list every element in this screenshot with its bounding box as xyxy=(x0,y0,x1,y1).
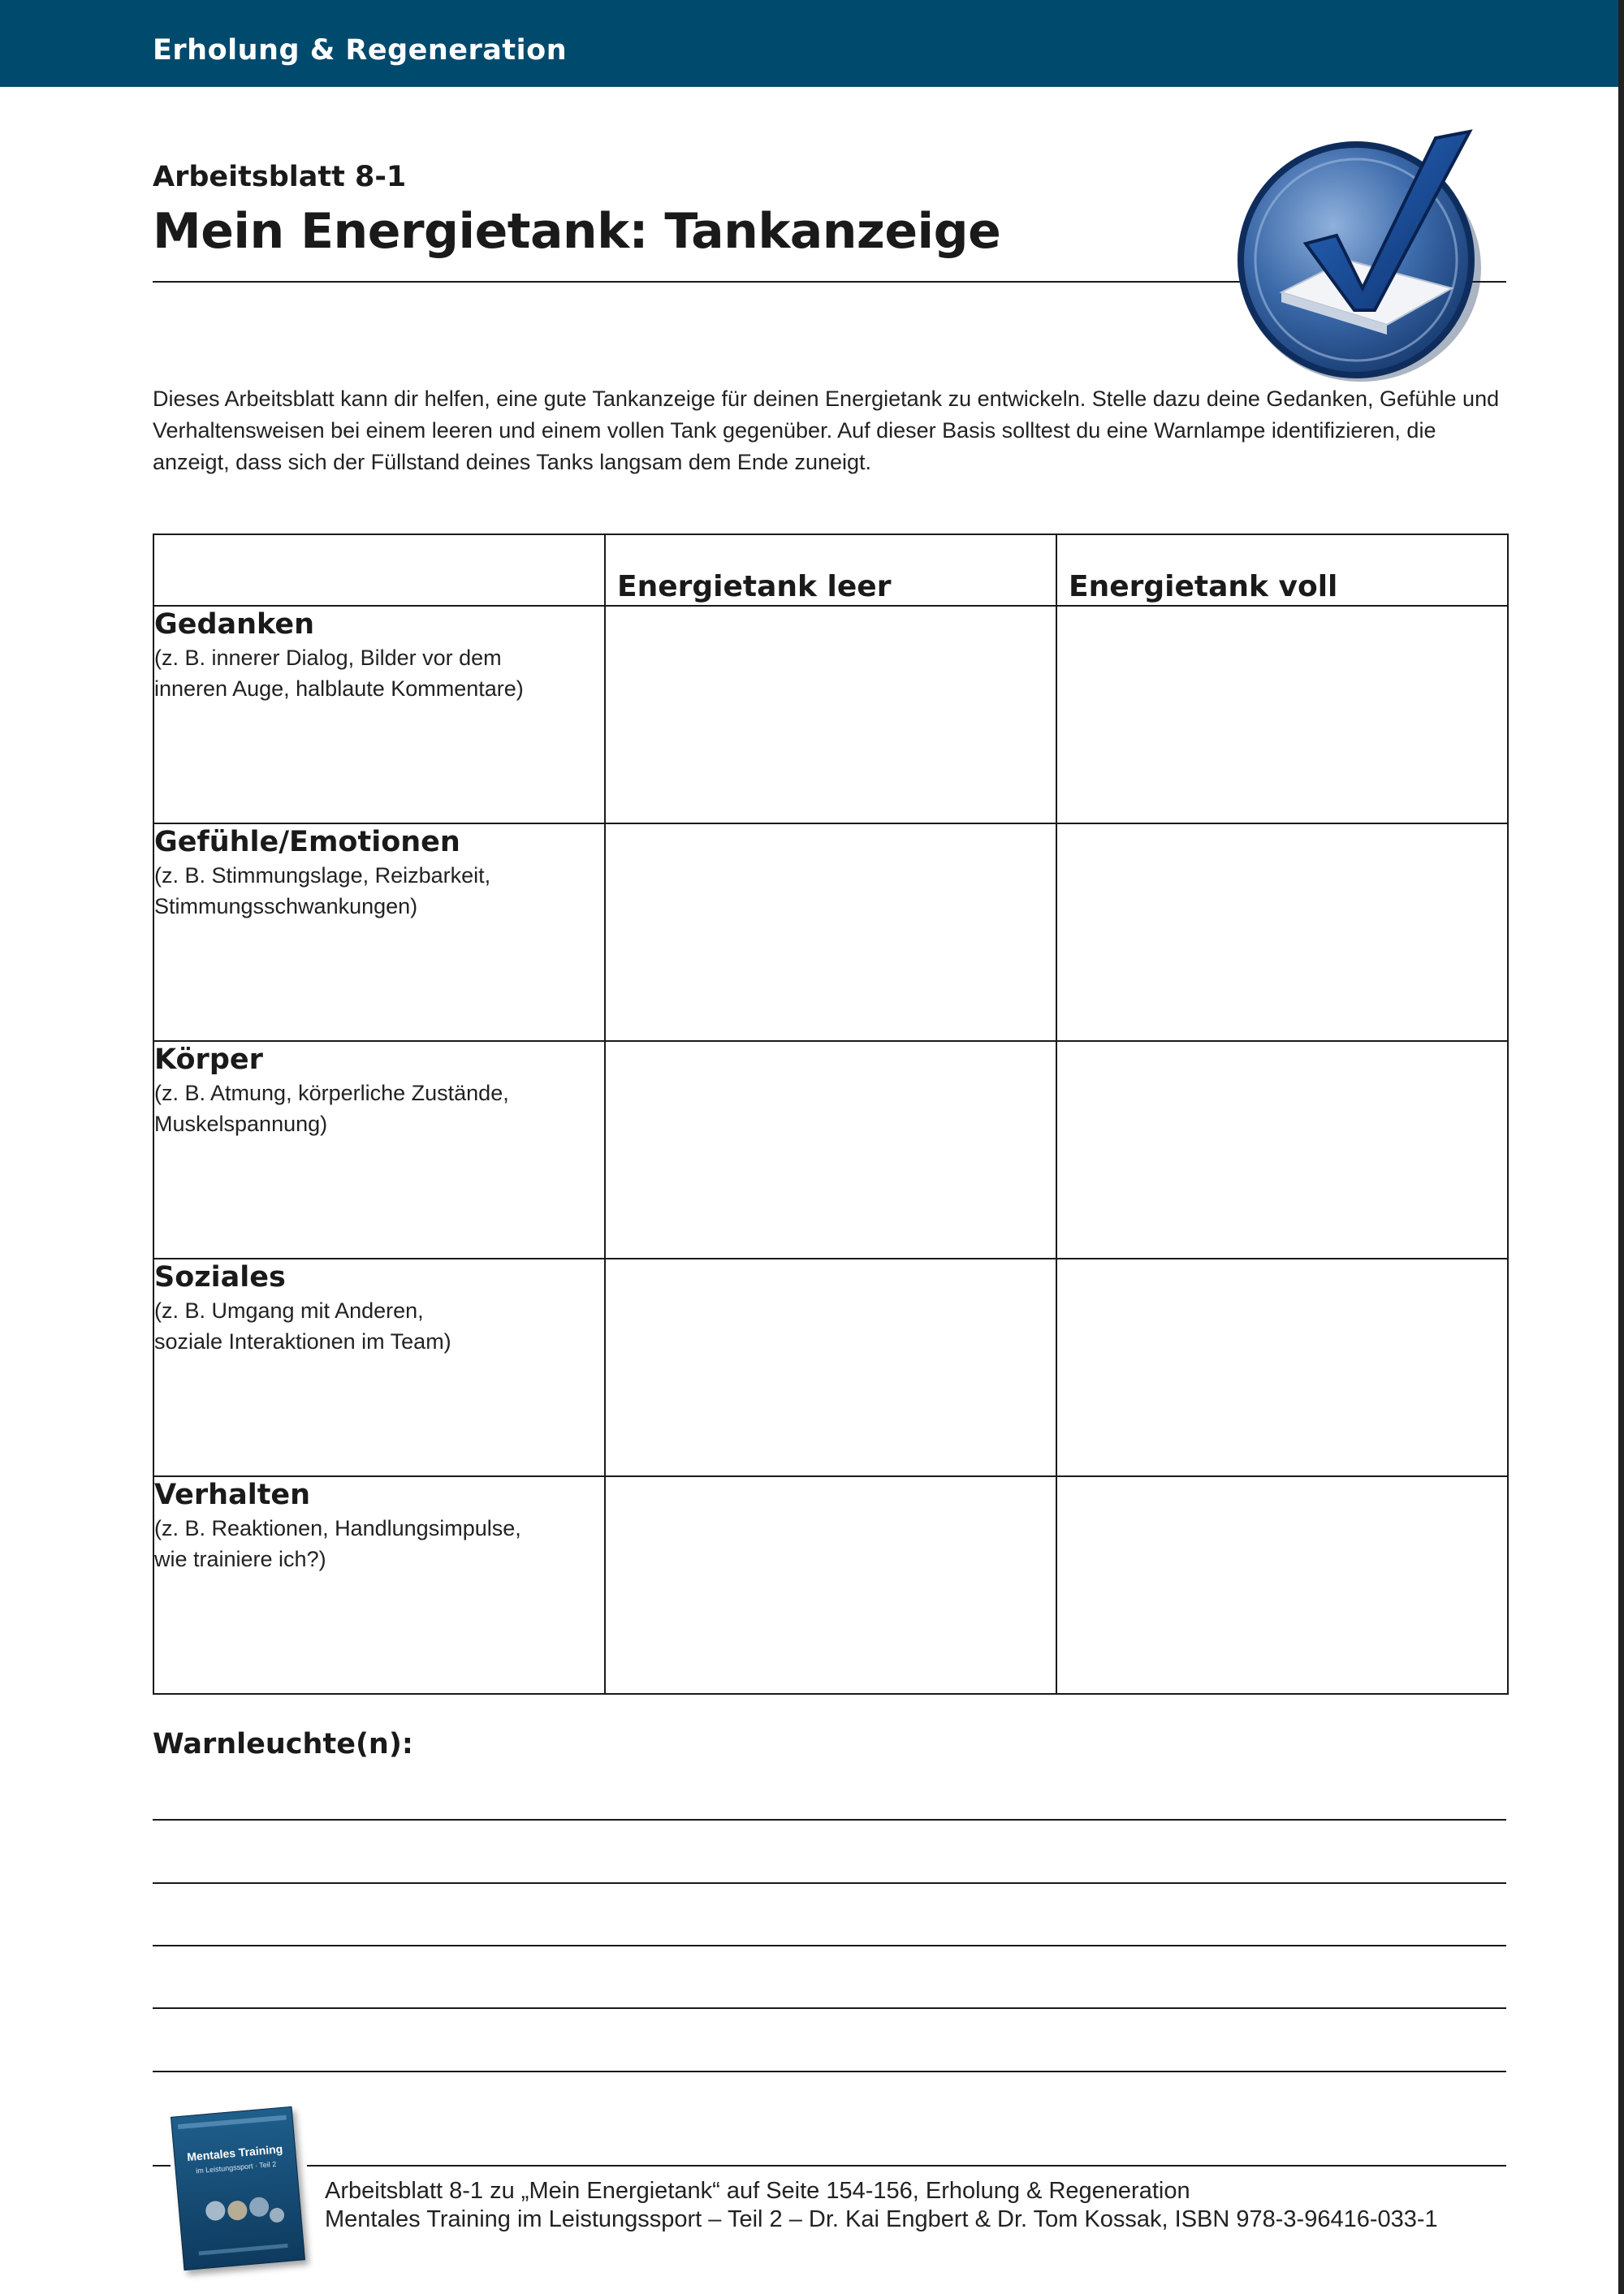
worksheet-title: Mein Energietank: Tankanzeige xyxy=(153,203,1001,260)
row-title: Körper xyxy=(154,1043,263,1076)
writing-line[interactable] xyxy=(153,2071,1506,2072)
empty-tank-cell[interactable] xyxy=(605,1041,1056,1259)
row-title: Soziales xyxy=(154,1261,286,1294)
footer-reference: Arbeitsblatt 8-1 zu „Mein Energietank“ auf Seite 154-156, Erholung & Regeneration xyxy=(325,2178,1190,2204)
row-label-cell xyxy=(153,1041,605,1259)
full-tank-cell[interactable] xyxy=(1056,606,1508,823)
table-header-empty xyxy=(153,534,605,606)
row-label-cell xyxy=(153,1476,605,1694)
worksheet-number: Arbeitsblatt 8-1 xyxy=(153,161,407,193)
writing-line[interactable] xyxy=(153,1819,1506,1821)
book-cover-title: Mentales Training xyxy=(186,2142,283,2164)
full-tank-cell[interactable] xyxy=(1056,1259,1508,1476)
table-row xyxy=(153,1476,1508,1694)
energy-tank-table xyxy=(153,534,1509,1695)
intro-paragraph: Dieses Arbeitsblatt kann dir helfen, eine gute Tankanzeige für deinen Energietank zu entwickeln. Stelle dazu deine Gedanken, Gefühle und Verhaltensweisen bei einem leeren und einem vollen Tank gegenüber. Auf dieser Basis solltest du eine Warnlampe identifizieren, die anzeigt, dass sich der Füllstand deines Tanks langsam dem Ende zuneigt. xyxy=(153,387,1500,474)
empty-tank-cell[interactable] xyxy=(605,606,1056,823)
table-row xyxy=(153,1041,1508,1259)
row-title: Verhalten xyxy=(154,1479,311,1511)
row-label-cell xyxy=(153,1259,605,1476)
book-cover-subtitle: im Leistungssport · Teil 2 xyxy=(195,2159,277,2175)
row-label-cell xyxy=(153,606,605,823)
table-row xyxy=(153,823,1508,1041)
writing-line[interactable] xyxy=(153,1945,1506,1946)
book-cover-image xyxy=(171,2106,305,2270)
table-header-empty-tank: Energietank leer xyxy=(605,534,1056,606)
writing-line[interactable] xyxy=(153,1882,1506,1884)
empty-tank-cell[interactable] xyxy=(605,1476,1056,1694)
footer-divider xyxy=(153,2165,1506,2167)
full-tank-cell[interactable] xyxy=(1056,1041,1508,1259)
table-row xyxy=(153,606,1508,823)
section-title: Erholung & Regeneration xyxy=(153,34,568,67)
table-row xyxy=(153,1259,1508,1476)
row-title: Gefühle/Emotionen xyxy=(154,826,460,858)
row-description: (z. B. Umgang mit Anderen, soziale Interaktionen im Team) xyxy=(154,1298,451,1354)
page-edge xyxy=(1618,0,1624,2294)
full-tank-cell[interactable] xyxy=(1056,823,1508,1041)
empty-tank-cell[interactable] xyxy=(605,823,1056,1041)
checkmark-badge-icon xyxy=(1233,122,1492,382)
row-description: (z. B. Atmung, körperliche Zustände, Muskelspannung) xyxy=(154,1081,509,1136)
table-header-row xyxy=(153,534,1508,606)
row-label-cell xyxy=(153,823,605,1041)
table-header-full-tank: Energietank voll xyxy=(1056,534,1508,606)
row-title: Gedanken xyxy=(154,608,315,641)
footer-book-info: Mentales Training im Leistungssport – Teil 2 – Dr. Kai Engbert & Dr. Tom Kossak, ISBN 978-3-96416-033-1 xyxy=(325,2206,1438,2232)
row-description: (z. B. Stimmungslage, Reizbarkeit, Stimmungsschwankungen) xyxy=(154,863,491,918)
warning-lights-label: Warnleuchte(n): xyxy=(153,1728,413,1760)
full-tank-cell[interactable] xyxy=(1056,1476,1508,1694)
row-description: (z. B. Reaktionen, Handlungsimpulse, wie trainiere ich?) xyxy=(154,1516,521,1571)
empty-tank-cell[interactable] xyxy=(605,1259,1056,1476)
row-description: (z. B. innerer Dialog, Bilder vor dem inneren Auge, halblaute Kommentare) xyxy=(154,646,524,701)
writing-line[interactable] xyxy=(153,2007,1506,2009)
